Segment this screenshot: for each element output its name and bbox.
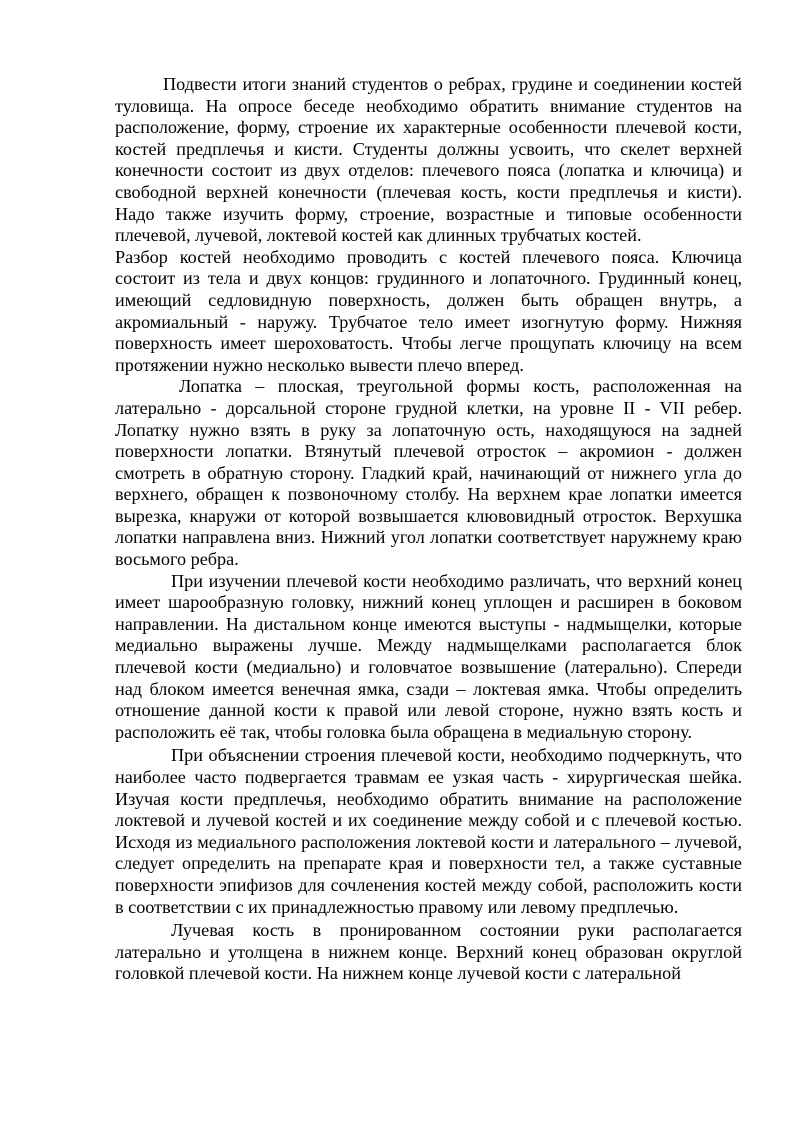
paragraph-scapula: Лопатка – плоская, треугольной формы кость, расположенная на латерально - дорсальной стороне грудной клетки, на уровне II - VII ребер. Лопатку нужно взять в руку за лопаточную ость, находящуюся на задней поверхности лопатки. Втянутый плечевой отросток – акромион - должен смотреть в обратную сторону. Гладкий край, начинающий от нижнего угла до верхнего, обращен к позвоночному столбу. На верхнем крае лопатки имеется вырезка, кнаружи от которой возвышается клювовидный отросток. Верхушка лопатки направлена вниз. Нижний угол лопатки соответствует наружнему краю восьмого ребра. — [115, 376, 742, 570]
paragraph-humerus: При изучении плечевой кости необходимо различать, что верхний конец имеет шарообразную головку, нижний конец уплощен и расширен в боковом направлении. На дистальном конце имеются выступы - надмыщелки, которые медиально выражены лучше. Между надмыщелками располагается блок плечевой кости (медиально) и головчатое возвышение (латерально). Спереди над блоком имеется венечная ямка, сзади – локтевая ямка. Чтобы определить отношение данной кости к правой или левой стороне, нужно взять кость и расположить её так, чтобы головка была обращена в медиальную сторону. — [115, 570, 742, 742]
paragraph-forearm: При объяснении строения плечевой кости, необходимо подчеркнуть, что наиболее часто подвергается травмам ее узкая часть - хирургическая шейка. Изучая кости предплечья, необходимо обратить внимание на расположение локтевой и лучевой костей и их соединение между собой и с плечевой костью. Исходя из медиального расположения локтевой кости и латерального – лучевой, следует определить на препарате края и поверхности тел, а также суставные поверхности эпифизов для сочленения костей между собой, расположить кости в соответствии с их принадлежностью правому или левому предплечью. — [115, 745, 742, 917]
paragraph-clavicle: Разбор костей необходимо проводить с костей плечевого пояса. Ключица состоит из тела и двух концов: грудинного и лопаточного. Грудинный конец, имеющий седловидную поверхность, должен быть обращен внутрь, а акромиальный - наружу. Трубчатое тело имеет изогнутую форму. Нижняя поверхность имеет шероховатость. Чтобы легче прощупать ключицу на всем протяжении нужно несколько вывести плечо вперед. — [115, 246, 742, 375]
document-page — [115, 74, 742, 985]
paragraph-ribs-summary: Подвести итоги знаний студентов о ребрах, грудине и соединении костей туловища. На опросе беседе необходимо обратить внимание студентов на расположение, форму, строение их характерные особенности плечевой кости, костей предплечья и кисти. Студенты должны усвоить, что скелет верхней конечности состоит из двух отделов: плечевого пояса (лопатка и ключица) и свободной верхней конечности (плечевая кость, кости предплечья и кисти). Надо также изучить форму, строение, возрастные и типовые особенности плечевой, лучевой, локтевой костей как длинных трубчатых костей. — [115, 74, 742, 246]
paragraph-radius: Лучевая кость в пронированном состоянии руки располагается латерально и утолщена в нижнем конце. Верхний конец образован округлой головкой плечевой кости. На нижнем конце лучевой кости с латеральной — [115, 920, 742, 984]
